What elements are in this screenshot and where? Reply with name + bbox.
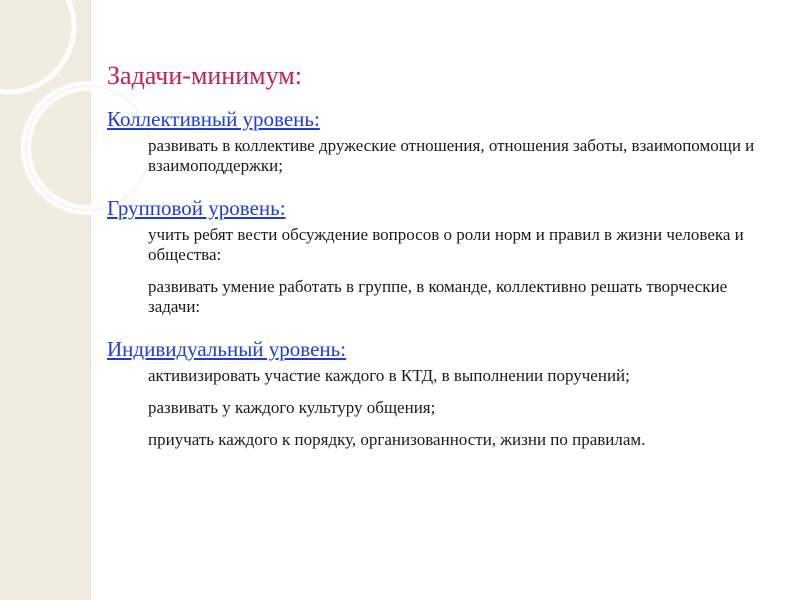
level-collective xyxy=(107,106,767,176)
task-item: учить ребят вести обсуждение вопросов о роли норм и правил в жизни человека и общества: xyxy=(148,225,744,264)
task-item: развивать умение работать в группе, в команде, коллективно решать творческие задачи: xyxy=(148,277,728,316)
task-item: активизировать участие каждого в КТД, в выполнении поручений; xyxy=(148,366,630,385)
task-item: развивать у каждого культуру общения; xyxy=(148,398,436,417)
slide-title: Задачи-минимум: xyxy=(107,61,302,90)
level-group xyxy=(107,195,767,317)
slide-content xyxy=(107,60,767,450)
task-item: развивать в коллективе дружеские отношения, отношения заботы, взаимопомощи и взаимоподдержки; xyxy=(148,136,755,175)
level-individual xyxy=(107,336,767,450)
level-heading: Индивидуальный уровень: xyxy=(107,337,347,361)
level-heading: Коллективный уровень: xyxy=(107,107,320,131)
task-item: приучать каждого к порядку, организованности, жизни по правилам. xyxy=(148,430,646,449)
level-heading: Групповой уровень: xyxy=(107,196,286,220)
